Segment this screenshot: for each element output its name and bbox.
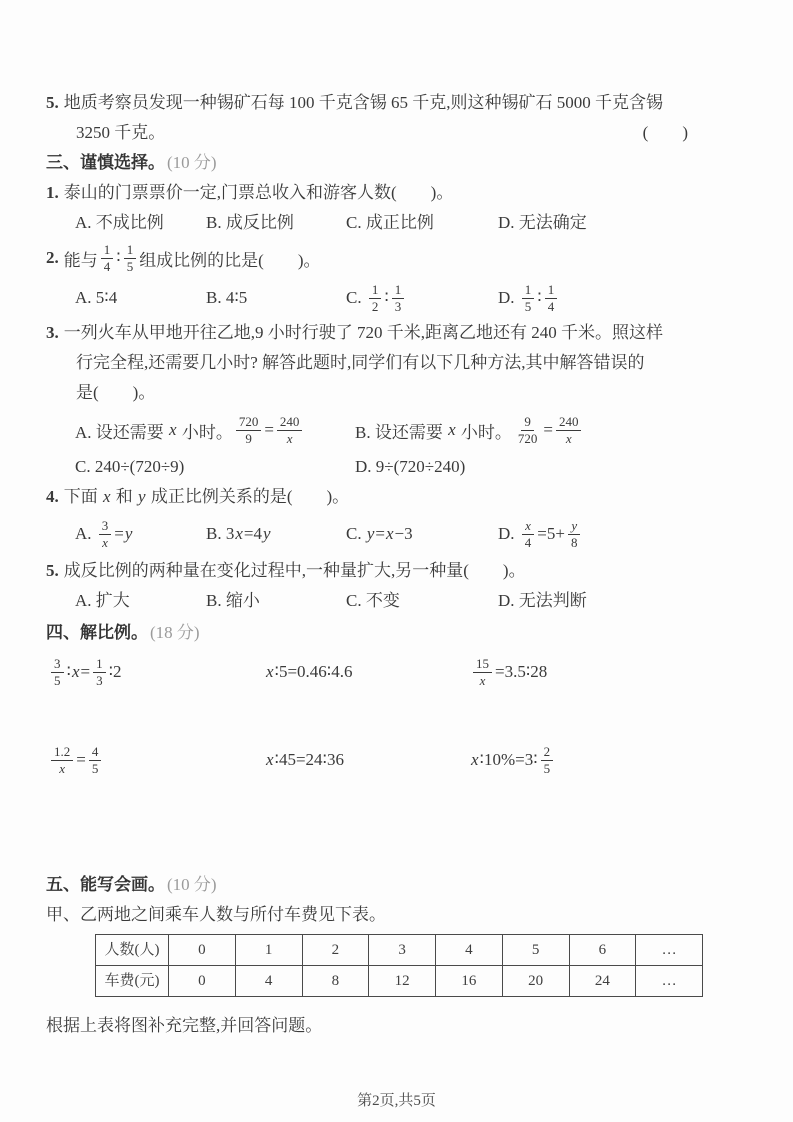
option-a: A. $\frac{3}{x}$ = y: [75, 517, 133, 550]
section-5-title: 五、能写会画。: [46, 875, 165, 894]
question-3-options-cd: [46, 452, 743, 482]
equation-4: $\frac{1.2}{x}$ = $\frac{4}{5}$: [48, 744, 265, 776]
option-d: D. 无法确定: [498, 213, 587, 232]
question-number: 2.: [46, 248, 59, 267]
section-5-intro-text: 甲、乙两地之间乘车人数与所付车费见下表。: [46, 905, 386, 924]
judge-question-5: [46, 88, 743, 148]
table-cell: …: [636, 966, 703, 997]
table-cell: 0: [169, 935, 236, 966]
question-2-options: [46, 278, 743, 318]
question-number: 1.: [46, 183, 59, 202]
fraction: $\frac{1.2}{x}$: [51, 744, 73, 776]
fraction: $\frac{3}{x}$: [99, 518, 112, 550]
question-3-text1: 一列火车从甲地开往乙地,9 小时行驶了 720 千米,距离乙地还有 240 千米。照这样: [63, 323, 663, 342]
section-5-note: [46, 1011, 743, 1041]
section-5-heading: [46, 870, 743, 900]
fraction: $\frac{240}{x}$: [277, 414, 303, 446]
table-cell: 4: [235, 966, 302, 997]
question-1-stem: [46, 178, 743, 208]
table-cell: 24: [569, 966, 636, 997]
option-d: D. 无法判断: [498, 591, 587, 610]
option-b: B. 缩小: [206, 591, 260, 610]
table-cell: 20: [502, 966, 569, 997]
question-number: 3.: [46, 323, 59, 342]
fraction: $\frac{3}{5}$: [51, 656, 64, 688]
equation-6: x ∶10%=3∶ $\frac{2}{5}$: [470, 744, 556, 776]
option-b: B. 设还需要 x 小时。 $\frac{9}{720}$ = $\frac{240}{x}$: [355, 414, 584, 446]
question-1-text: 泰山的门票票价一定,门票总收入和游客人数( )。: [63, 183, 454, 202]
option-a: A. 设还需要 x 小时。 $\frac{720}{9}$ = $\frac{240}{x}$: [75, 414, 355, 446]
equation-5: x ∶45=24∶36: [266, 750, 344, 769]
question-3-stem-line1: [46, 318, 743, 348]
fraction: $\frac{x}{4}$: [522, 518, 535, 550]
judge-q5-line1: [46, 88, 743, 118]
fraction: $\frac{720}{9}$: [236, 414, 262, 446]
equation-3: $\frac{15}{x}$ =3.5∶28: [470, 656, 547, 688]
option-a: A. 不成比例: [75, 213, 164, 232]
question-3-text3: 是( )。: [76, 383, 156, 402]
table-cell: …: [636, 935, 703, 966]
section-3-heading: [46, 148, 743, 178]
option-a: A. 扩大: [75, 591, 130, 610]
table-cell: 4: [436, 935, 503, 966]
answer-bracket: ( ): [642, 123, 688, 142]
section-4-score: (18 分): [150, 623, 200, 642]
section-5-score: (10 分): [167, 875, 217, 894]
equation-2: x ∶5=0.46∶4.6: [266, 662, 353, 681]
table-cell: 2: [302, 935, 369, 966]
question-3-stem-line3: [46, 378, 743, 408]
option-c: C. 不变: [346, 591, 400, 610]
question-1-options: [46, 208, 743, 238]
fraction: $\frac{1}{3}$: [392, 282, 405, 314]
option-a: A. 5∶4: [75, 288, 118, 307]
judge-q5-text2: 3250 千克。: [76, 123, 166, 142]
question-2: [46, 238, 743, 318]
table-cell: 6: [569, 935, 636, 966]
table-cell: 16: [436, 966, 503, 997]
question-number: 5.: [46, 93, 59, 112]
question-3-stem-line2: [46, 348, 743, 378]
question-5-options: [46, 586, 743, 616]
option-c: C. 成正比例: [346, 213, 434, 232]
fraction: $\frac{4}{5}$: [89, 744, 102, 776]
table-row-fare: [96, 966, 703, 997]
fraction: $\frac{1}{3}$: [93, 656, 106, 688]
fraction: $\frac{15}{x}$: [473, 656, 492, 688]
fraction: $\frac{9}{720}$: [517, 413, 538, 446]
row-label: 人数(人): [96, 935, 169, 966]
table-cell: 12: [369, 966, 436, 997]
fraction: $\frac{1}{5}$: [522, 282, 535, 314]
option-c: C. 240÷(720÷9): [75, 457, 185, 476]
fare-table: [95, 934, 703, 997]
table-cell: 1: [235, 935, 302, 966]
fraction: $\frac{240}{x}$: [556, 414, 582, 446]
option-b: B. 4∶5: [206, 288, 248, 307]
question-number: 4.: [46, 487, 59, 506]
question-5: [46, 556, 743, 616]
question-number: 5.: [46, 561, 59, 580]
question-3-options-ab: [46, 408, 743, 452]
table-row-passengers: [96, 935, 703, 966]
question-3-text2: 行完全程,还需要几小时? 解答此题时,同学们有以下几种方法,其中解答错误的: [76, 353, 645, 372]
question-5-stem: [46, 556, 743, 586]
fraction: $\frac{1}{4}$: [545, 282, 558, 314]
section-4-heading: [46, 618, 743, 648]
option-b: B. 3 x =4 y: [206, 524, 271, 543]
question-2-stem: [46, 238, 743, 278]
question-4-text: 下面 x 和 y 成正比例关系的是( )。: [63, 487, 350, 506]
table-cell: 8: [302, 966, 369, 997]
equation-1: $\frac{3}{5}$ ∶ x = $\frac{1}{3}$ ∶2: [48, 656, 265, 688]
option-d: D. $\frac{x}{4}$ =5+ $\frac{y}{8}$: [498, 518, 583, 550]
option-d: D. $\frac{1}{5}$ ∶ $\frac{1}{4}$: [498, 282, 560, 314]
question-4-options: [46, 512, 743, 556]
fraction: $\frac{1}{5}$: [124, 242, 137, 274]
judge-q5-text1: 地质考察员发现一种锡矿石每 100 千克含锡 65 千克,则这种锡矿石 5000 千克含锡: [63, 93, 663, 112]
proportion-row-1: [46, 650, 743, 694]
section-3-score: (10 分): [167, 153, 217, 172]
question-5-text: 成反比例的两种量在变化过程中,一种量扩大,另一种量( )。: [63, 561, 526, 580]
table-cell: 5: [502, 935, 569, 966]
fraction: $\frac{1}{4}$: [101, 242, 114, 274]
section-5-note-text: 根据上表将图补充完整,并回答问题。: [46, 1016, 323, 1035]
section-4-title: 四、解比例。: [46, 623, 148, 642]
question-3: [46, 318, 743, 482]
table-cell: 3: [369, 935, 436, 966]
fraction: $\frac{y}{8}$: [568, 518, 581, 550]
section-3-title: 三、谨慎选择。: [46, 153, 165, 172]
question-4: [46, 482, 743, 556]
question-1: [46, 178, 743, 238]
option-c: C. $\frac{1}{2}$ ∶ $\frac{1}{3}$: [346, 282, 498, 314]
page-footer: 第2页,共5页: [357, 1093, 436, 1109]
option-b: B. 成反比例: [206, 213, 294, 232]
table-cell: 0: [169, 966, 236, 997]
fraction: $\frac{2}{5}$: [541, 744, 554, 776]
question-4-stem: [46, 482, 743, 512]
question-2-text: 能与 $\frac{1}{4}$ ∶ $\frac{1}{5}$ 组成比例的比是( )。: [63, 241, 321, 274]
option-d: D. 9÷(720÷240): [355, 457, 466, 476]
judge-q5-line2: [46, 118, 743, 148]
proportion-row-2: [46, 738, 743, 782]
option-c: C. y = x −3: [346, 524, 413, 543]
row-label: 车费(元): [96, 966, 169, 997]
section-5-intro: [46, 900, 743, 930]
fraction: $\frac{1}{2}$: [369, 282, 382, 314]
